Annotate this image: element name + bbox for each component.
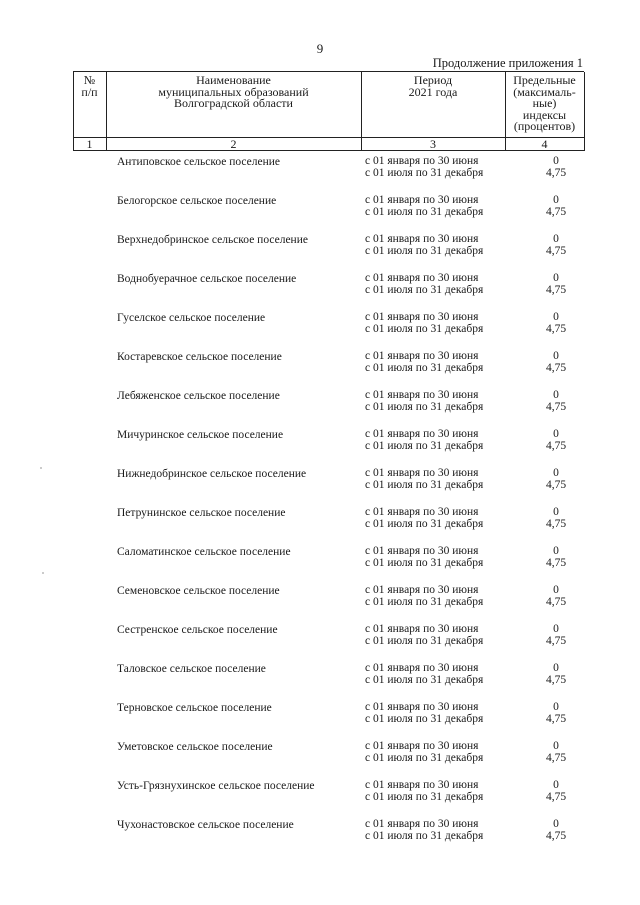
table-row	[0, 155, 640, 194]
period-second-half: с 01 июля по 31 декабря	[365, 479, 484, 491]
index-cell	[536, 272, 576, 296]
period-cell	[365, 311, 483, 335]
table-row	[0, 389, 640, 428]
table-row	[0, 428, 640, 467]
municipality-name: Саломатинское сельское поселение	[117, 546, 291, 558]
index-second-half: 4,75	[545, 362, 567, 374]
municipality-name: Белогорское сельское поселение	[117, 195, 277, 207]
index-cell	[536, 194, 576, 218]
index-first-half: 0	[553, 311, 559, 323]
municipality-name: Мичуринское сельское поселение	[117, 429, 284, 441]
municipality-name: Костаревское сельское поселение	[117, 351, 282, 363]
index-cell	[536, 233, 576, 257]
index-second-half: 4,75	[545, 791, 567, 803]
period-second-half: с 01 июля по 31 декабря	[365, 206, 484, 218]
period-first-half: с 01 января по 30 июня	[365, 311, 479, 323]
index-second-half: 4,75	[545, 596, 567, 608]
period-second-half: с 01 июля по 31 декабря	[365, 401, 484, 413]
period-second-half: с 01 июля по 31 декабря	[365, 518, 484, 530]
period-second-half: с 01 июля по 31 декабря	[365, 284, 484, 296]
index-first-half: 0	[553, 233, 559, 245]
index-first-half: 0	[553, 155, 559, 167]
index-first-half: 0	[553, 623, 559, 635]
period-cell	[365, 662, 483, 686]
period-cell	[365, 272, 483, 296]
period-first-half: с 01 января по 30 июня	[365, 740, 479, 752]
index-second-half: 4,75	[545, 557, 567, 569]
index-second-half: 4,75	[545, 479, 567, 491]
table-row	[0, 701, 640, 740]
period-cell	[365, 818, 483, 842]
header-number-line: №	[83, 73, 96, 87]
municipality-name: Гуселское сельское поселение	[117, 312, 266, 324]
index-second-half: 4,75	[545, 284, 567, 296]
index-second-half: 4,75	[545, 752, 567, 764]
scan-speck	[42, 572, 44, 574]
municipality-name: Лебяженское сельское поселение	[117, 390, 280, 402]
header-period	[361, 75, 505, 98]
index-first-half: 0	[553, 584, 559, 596]
header-number	[73, 75, 106, 98]
index-cell	[536, 389, 576, 413]
period-first-half: с 01 января по 30 июня	[365, 818, 479, 830]
index-first-half: 0	[553, 506, 559, 518]
index-first-half: 0	[553, 428, 559, 440]
index-first-half: 0	[553, 740, 559, 752]
period-cell	[365, 506, 483, 530]
index-second-half: 4,75	[545, 206, 567, 218]
table-row	[0, 272, 640, 311]
index-first-half: 0	[553, 272, 559, 284]
period-second-half: с 01 июля по 31 декабря	[365, 752, 484, 764]
index-cell	[536, 155, 576, 179]
municipality-name: Семеновское сельское поселение	[117, 585, 280, 597]
index-cell	[536, 623, 576, 647]
period-cell	[365, 194, 483, 218]
index-cell	[536, 311, 576, 335]
index-cell	[536, 584, 576, 608]
index-first-half: 0	[553, 662, 559, 674]
header-number-line: п/п	[81, 84, 98, 99]
table-row	[0, 779, 640, 818]
index-first-half: 0	[553, 779, 559, 791]
index-second-half: 4,75	[545, 245, 567, 257]
period-first-half: с 01 января по 30 июня	[365, 467, 479, 479]
column-number: 3	[430, 137, 436, 151]
municipality-name: Таловское сельское поселение	[117, 663, 266, 675]
period-second-half: с 01 июля по 31 декабря	[365, 713, 484, 725]
municipality-name: Антиповское сельское поселение	[117, 156, 280, 168]
period-second-half: с 01 июля по 31 декабря	[365, 245, 484, 257]
index-first-half: 0	[553, 194, 559, 206]
municipality-name: Воднобуерачное сельское поселение	[117, 273, 297, 285]
index-second-half: 4,75	[545, 674, 567, 686]
index-second-half: 4,75	[545, 713, 567, 725]
table-row	[0, 584, 640, 623]
index-cell	[536, 818, 576, 842]
table-row	[0, 818, 640, 857]
period-first-half: с 01 января по 30 июня	[365, 779, 479, 791]
table-row	[0, 233, 640, 272]
header-name	[106, 75, 361, 110]
column-number: 4	[541, 137, 548, 151]
table-row	[0, 350, 640, 389]
index-second-half: 4,75	[545, 167, 567, 179]
header-index-line: Предельные	[513, 73, 576, 87]
period-second-half: с 01 июля по 31 декабря	[365, 167, 484, 179]
scan-speck	[40, 467, 42, 469]
municipality-name: Верхнедобринское сельское поселение	[117, 234, 308, 246]
period-first-half: с 01 января по 30 июня	[365, 194, 479, 206]
period-cell	[365, 545, 483, 569]
period-cell	[365, 155, 483, 179]
period-cell	[365, 740, 483, 764]
index-cell	[536, 545, 576, 569]
header-name-line: муниципальных образований	[158, 84, 309, 99]
table-row	[0, 740, 640, 779]
index-first-half: 0	[553, 701, 559, 713]
period-cell	[365, 779, 483, 803]
period-first-half: с 01 января по 30 июня	[365, 389, 479, 401]
municipality-name: Нижнедобринское сельское поселение	[117, 468, 307, 480]
period-second-half: с 01 июля по 31 декабря	[365, 323, 484, 335]
header-index	[505, 75, 584, 133]
header-index-line: индексы	[522, 107, 567, 122]
header-period-line: Период	[413, 73, 453, 87]
period-cell	[365, 389, 483, 413]
period-second-half: с 01 июля по 31 декабря	[365, 440, 484, 452]
index-second-half: 4,75	[545, 635, 567, 647]
table-header	[73, 71, 584, 151]
index-cell	[536, 662, 576, 686]
header-name-line: Волгоградской области	[174, 96, 293, 110]
column-number: 2	[230, 137, 237, 151]
period-cell	[365, 233, 483, 257]
period-first-half: с 01 января по 30 июня	[365, 623, 479, 635]
index-first-half: 0	[553, 818, 559, 830]
municipality-name: Терновское сельское поселение	[117, 702, 272, 714]
period-first-half: с 01 января по 30 июня	[365, 545, 479, 557]
index-cell	[536, 779, 576, 803]
index-first-half: 0	[553, 467, 559, 479]
index-second-half: 4,75	[545, 440, 567, 452]
period-cell	[365, 701, 483, 725]
index-first-half: 0	[553, 350, 559, 362]
period-first-half: с 01 января по 30 июня	[365, 584, 479, 596]
municipality-name: Чухонастовское сельское поселение	[117, 819, 294, 831]
index-cell	[536, 350, 576, 374]
header-bottom-border	[73, 150, 584, 151]
page-number: 9	[316, 41, 324, 56]
table-row	[0, 311, 640, 350]
period-first-half: с 01 января по 30 июня	[365, 350, 479, 362]
column-number-row	[73, 138, 584, 150]
index-cell	[536, 740, 576, 764]
municipality-name: Уметовское сельское поселение	[117, 741, 273, 753]
index-cell	[536, 467, 576, 491]
period-first-half: с 01 января по 30 июня	[365, 233, 479, 245]
index-first-half: 0	[553, 389, 559, 401]
continuation-title: Продолжение приложения 1	[432, 56, 583, 70]
period-cell	[365, 623, 483, 647]
period-cell	[365, 584, 483, 608]
period-cell	[365, 428, 483, 452]
period-first-half: с 01 января по 30 июня	[365, 155, 479, 167]
period-second-half: с 01 июля по 31 декабря	[365, 362, 484, 374]
table-border-right	[584, 72, 585, 151]
municipality-name: Петрунинское сельское поселение	[117, 507, 286, 519]
period-first-half: с 01 января по 30 июня	[365, 272, 479, 284]
table-row	[0, 623, 640, 662]
index-second-half: 4,75	[545, 830, 567, 842]
municipality-name: Сестренское сельское поселение	[117, 624, 278, 636]
period-first-half: с 01 января по 30 июня	[365, 662, 479, 674]
index-cell	[536, 701, 576, 725]
index-second-half: 4,75	[545, 401, 567, 413]
header-index-line: (максималь-	[513, 84, 576, 99]
period-first-half: с 01 января по 30 июня	[365, 428, 479, 440]
municipality-name: Усть-Грязнухинское сельское поселение	[117, 780, 315, 792]
header-name-line: Наименование	[196, 73, 271, 87]
index-second-half: 4,75	[545, 518, 567, 530]
period-second-half: с 01 июля по 31 декабря	[365, 791, 484, 803]
period-first-half: с 01 января по 30 июня	[365, 701, 479, 713]
table-row	[0, 506, 640, 545]
period-second-half: с 01 июля по 31 декабря	[365, 830, 484, 842]
period-cell	[365, 350, 483, 374]
table-row	[0, 545, 640, 584]
column-number: 1	[86, 137, 93, 151]
period-first-half: с 01 января по 30 июня	[365, 506, 479, 518]
header-period-line: 2021 года	[408, 84, 458, 99]
table-row	[0, 467, 640, 506]
table-row	[0, 194, 640, 233]
period-cell	[365, 467, 483, 491]
period-second-half: с 01 июля по 31 декабря	[365, 674, 484, 686]
index-first-half: 0	[553, 545, 559, 557]
index-second-half: 4,75	[545, 323, 567, 335]
table-row	[0, 662, 640, 701]
header-index-line: ные)	[532, 96, 557, 110]
index-cell	[536, 428, 576, 452]
period-second-half: с 01 июля по 31 декабря	[365, 557, 484, 569]
header-index-line: (процентов)	[513, 119, 576, 133]
period-second-half: с 01 июля по 31 декабря	[365, 596, 484, 608]
period-second-half: с 01 июля по 31 декабря	[365, 635, 484, 647]
index-cell	[536, 506, 576, 530]
